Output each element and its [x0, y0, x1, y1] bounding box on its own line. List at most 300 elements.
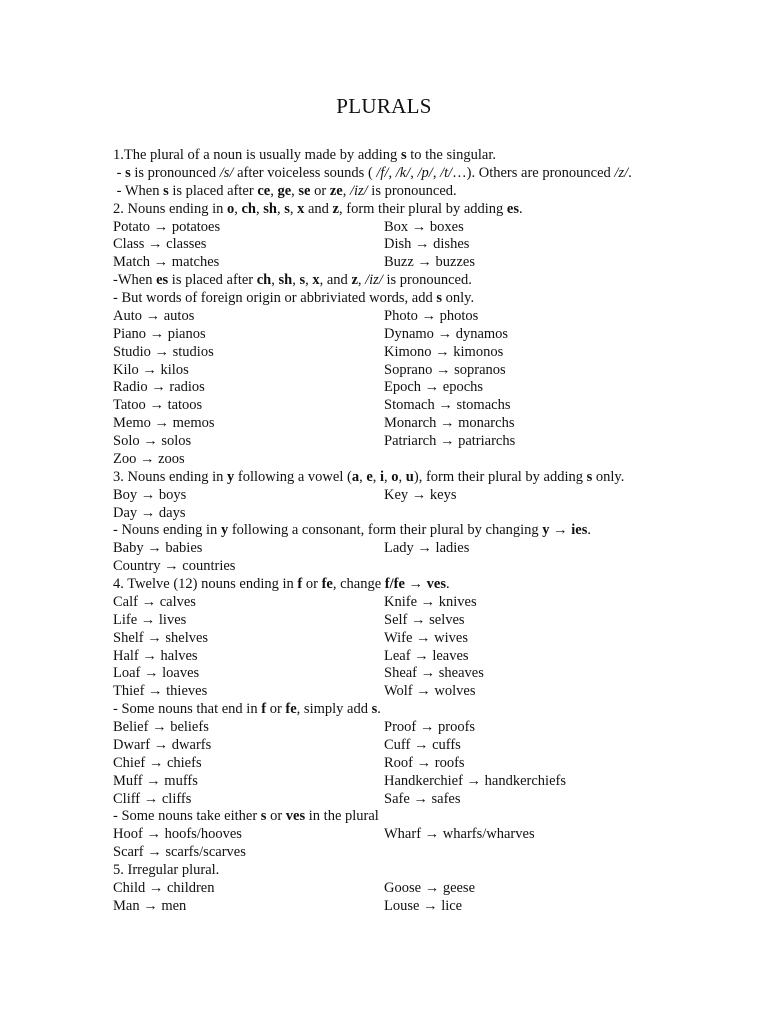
example-row	[113, 737, 723, 755]
singular-word: Solo	[113, 433, 140, 449]
plural-word: photos	[439, 307, 479, 324]
singular-word: Calf	[113, 593, 138, 610]
plural-pair	[384, 630, 468, 646]
example-row	[113, 505, 723, 523]
singular-word: Match	[113, 254, 151, 271]
plural-pair	[113, 219, 220, 235]
plural-word: sopranos	[454, 361, 506, 378]
text-line: 2. Nouns ending in o, ch, sh, s, x and z, form their plural by adding es.	[113, 200, 523, 217]
plural-word: beliefs	[170, 719, 209, 735]
plural-pair	[384, 415, 514, 431]
plural-pair	[113, 308, 194, 324]
example-right-column	[384, 397, 510, 415]
text-line: - But words of foreign origin or abbriviated words, add s only.	[113, 290, 475, 306]
arrow-icon: →	[143, 540, 166, 557]
example-row	[113, 683, 723, 701]
plural-word: tatoos	[167, 397, 203, 414]
singular-word: Knife	[384, 593, 418, 610]
plural-pair	[384, 379, 483, 395]
example-right-column	[384, 433, 515, 451]
example-right-column	[384, 594, 477, 612]
example-row	[113, 362, 723, 380]
example-row	[113, 648, 723, 666]
singular-word: Muff	[113, 772, 143, 789]
plural-word: scarfs/scarves	[165, 844, 246, 861]
singular-word: Child	[113, 879, 146, 896]
singular-word: Wharf	[384, 826, 422, 843]
plural-word: dishes	[433, 236, 470, 253]
plural-pair	[384, 719, 475, 735]
arrow-icon: →	[421, 379, 443, 396]
plural-word: autos	[163, 307, 195, 324]
plural-pair	[384, 397, 510, 413]
plural-pair	[113, 719, 209, 735]
arrow-icon: →	[421, 826, 443, 843]
arrow-icon: →	[410, 736, 433, 753]
plural-word: loaves	[162, 665, 200, 682]
arrow-icon: →	[143, 629, 166, 646]
plural-word: studios	[172, 343, 214, 360]
plural-word: zoos	[158, 450, 185, 467]
example-right-column	[384, 719, 475, 737]
plural-word: solos	[161, 433, 192, 449]
plural-pair	[384, 665, 484, 681]
plural-pair	[113, 773, 198, 789]
plural-word: men	[161, 897, 187, 914]
plural-word: keys	[429, 486, 457, 503]
example-right-column	[384, 630, 468, 648]
plural-word: kimonos	[453, 343, 504, 360]
page-title: PLURALS	[336, 94, 432, 118]
singular-word: Auto	[113, 307, 142, 324]
arrow-icon: →	[137, 611, 159, 628]
plural-pair	[384, 737, 461, 753]
text-line: - Some nouns that end in f or fe, simply add s.	[113, 701, 381, 718]
plural-pair	[384, 219, 464, 235]
arrow-icon: →	[145, 754, 167, 771]
example-right-column	[384, 379, 483, 397]
arrow-icon: →	[150, 218, 172, 235]
example-right-column	[384, 308, 478, 326]
plural-pair	[384, 612, 465, 628]
singular-word: Life	[113, 611, 138, 628]
singular-word: Dish	[384, 236, 412, 253]
arrow-icon: →	[146, 325, 168, 342]
example-right-column	[384, 236, 469, 254]
arrow-icon: →	[147, 379, 170, 396]
singular-word: Buzz	[384, 254, 414, 271]
example-row	[113, 451, 723, 469]
singular-word: Belief	[113, 719, 149, 735]
arrow-icon: →	[431, 343, 454, 360]
example-row	[113, 594, 723, 612]
singular-word: Stomach	[384, 397, 435, 414]
plural-word: hoofs/hooves	[164, 826, 242, 843]
plural-word: roofs	[434, 754, 465, 771]
plural-word: lice	[441, 897, 463, 914]
plural-pair	[384, 791, 461, 807]
singular-word: Handkerchief	[384, 772, 463, 789]
plural-word: cliffs	[161, 790, 192, 807]
arrow-icon: →	[436, 415, 459, 432]
plural-pair	[384, 487, 457, 503]
singular-word: Studio	[113, 343, 151, 360]
singular-word: Epoch	[384, 379, 422, 396]
example-right-column	[384, 898, 462, 916]
example-row	[113, 397, 723, 415]
singular-word: Cliff	[113, 790, 141, 807]
example-row	[113, 487, 723, 505]
arrow-icon: →	[412, 683, 435, 700]
singular-word: Tatoo	[113, 397, 146, 414]
arrow-icon: →	[409, 790, 432, 807]
plural-pair	[113, 791, 191, 807]
arrow-icon: →	[413, 254, 436, 271]
plural-word: knives	[438, 593, 477, 610]
singular-word: Safe	[384, 790, 410, 807]
example-row	[113, 612, 723, 630]
plural-pair	[113, 648, 198, 664]
text-line: - When s is placed after ce, ge, se or ze, /iz/ is pronounced.	[113, 182, 457, 199]
plural-word: potatoes	[171, 218, 221, 235]
singular-word: Shelf	[113, 629, 144, 646]
text-line: 1.The plural of a noun is usually made by adding s to the singular.	[113, 147, 497, 163]
plural-pair	[113, 487, 186, 503]
plural-pair	[113, 683, 207, 699]
plural-word: safes	[431, 790, 461, 807]
example-right-column	[384, 665, 484, 683]
singular-word: Key	[384, 486, 409, 503]
plural-word: lives	[158, 611, 187, 628]
plural-word: stomachs	[456, 397, 511, 414]
plural-word: monarchs	[458, 415, 515, 432]
plural-word: dwarfs	[171, 736, 212, 753]
singular-word: Self	[384, 611, 408, 628]
singular-word: Baby	[113, 540, 144, 557]
document-body	[113, 147, 723, 916]
arrow-icon: →	[417, 307, 440, 324]
plural-pair	[113, 451, 185, 467]
example-row	[113, 665, 723, 683]
example-right-column	[384, 737, 461, 755]
example-right-column	[384, 344, 503, 362]
example-right-column	[384, 648, 469, 666]
arrow-icon: →	[413, 754, 435, 771]
example-row	[113, 719, 723, 737]
plural-pair	[113, 558, 235, 574]
plural-pair	[384, 308, 478, 324]
plural-pair	[113, 397, 202, 413]
plural-word: leaves	[432, 647, 469, 664]
plural-word: chiefs	[166, 754, 202, 771]
plural-word: classes	[166, 236, 207, 253]
plural-word: kilos	[160, 361, 189, 378]
example-right-column	[384, 362, 506, 380]
arrow-icon: →	[160, 558, 183, 575]
arrow-icon: →	[137, 504, 159, 521]
arrow-icon: →	[145, 397, 168, 414]
singular-word: Dwarf	[113, 736, 151, 753]
singular-word: Radio	[113, 379, 148, 396]
singular-word: Chief	[113, 754, 146, 771]
arrow-icon: →	[417, 593, 439, 610]
example-right-column	[384, 254, 475, 272]
plural-word: days	[158, 504, 186, 521]
arrow-icon: →	[410, 647, 433, 664]
plural-word: radios	[169, 379, 205, 396]
plural-pair	[113, 612, 186, 628]
plural-pair	[113, 665, 199, 681]
text-line: - Nouns ending in y following a consonant, form their plural by changing y → ies.	[113, 522, 592, 539]
plural-pair	[113, 540, 202, 556]
arrow-icon: →	[138, 361, 161, 378]
arrow-icon: →	[139, 897, 162, 914]
plural-pair	[384, 755, 465, 771]
arrow-icon: →	[148, 719, 171, 735]
plural-word: matches	[171, 254, 220, 271]
example-right-column	[384, 326, 508, 344]
example-row	[113, 630, 723, 648]
arrow-icon: →	[140, 790, 162, 807]
example-row	[113, 433, 723, 451]
arrow-icon: →	[142, 772, 165, 789]
singular-word: Scarf	[113, 844, 144, 861]
singular-word: Patriarch	[384, 433, 437, 449]
plural-pair	[113, 844, 246, 860]
singular-word: Box	[384, 218, 409, 235]
example-row	[113, 791, 723, 809]
arrow-icon: →	[432, 361, 455, 378]
singular-word: Country	[113, 558, 161, 575]
plural-pair	[384, 880, 475, 896]
plural-pair	[113, 898, 186, 914]
plural-pair	[113, 594, 196, 610]
arrow-icon: →	[150, 736, 172, 753]
plural-pair	[113, 362, 189, 378]
plural-word: countries	[182, 558, 236, 575]
singular-word: Sheaf	[384, 665, 418, 682]
example-right-column	[384, 755, 465, 773]
singular-word: Proof	[384, 719, 417, 735]
singular-word: Kilo	[113, 361, 139, 378]
plural-pair	[113, 755, 202, 771]
example-row	[113, 540, 723, 558]
example-row	[113, 415, 723, 433]
plural-word: babies	[165, 540, 203, 557]
singular-word: Class	[113, 236, 145, 253]
plural-word: geese	[442, 879, 476, 896]
example-row	[113, 308, 723, 326]
plural-pair	[113, 344, 214, 360]
arrow-icon: →	[138, 647, 161, 664]
example-row	[113, 880, 723, 898]
singular-word: Wife	[384, 629, 413, 646]
singular-word: Photo	[384, 307, 418, 324]
example-row	[113, 219, 723, 237]
singular-word: Cuff	[384, 736, 411, 753]
example-row	[113, 826, 723, 844]
plural-pair	[384, 254, 475, 270]
singular-word: Boy	[113, 486, 138, 503]
plural-pair	[113, 254, 219, 270]
plural-pair	[384, 433, 515, 449]
plural-pair	[384, 236, 469, 252]
arrow-icon: →	[417, 665, 439, 682]
plural-word: ladies	[435, 540, 470, 557]
plural-pair	[113, 737, 211, 753]
example-right-column	[384, 487, 457, 505]
plural-pair	[384, 683, 475, 699]
arrow-icon: →	[411, 236, 434, 253]
text-line: - Some nouns take either s or ves in the plural	[113, 808, 379, 825]
arrow-icon: →	[462, 772, 485, 789]
example-right-column	[384, 219, 464, 237]
plural-word: memos	[172, 415, 215, 432]
singular-word: Wolf	[384, 683, 413, 700]
singular-word: Roof	[384, 754, 413, 771]
plural-word: thieves	[166, 683, 208, 700]
arrow-icon: →	[137, 486, 159, 503]
singular-word: Dynamo	[384, 325, 434, 342]
example-row	[113, 898, 723, 916]
singular-word: Potato	[113, 218, 151, 235]
arrow-icon: →	[144, 683, 167, 700]
plural-pair	[113, 630, 208, 646]
plural-word: cuffs	[432, 736, 461, 753]
plural-pair	[113, 880, 215, 896]
arrow-icon: →	[416, 719, 438, 735]
plural-pair	[113, 326, 206, 342]
plural-word: dynamos	[455, 325, 509, 342]
arrow-icon: →	[150, 415, 173, 432]
arrow-icon: →	[434, 397, 457, 414]
plural-word: epochs	[442, 379, 484, 396]
arrow-icon: →	[145, 879, 167, 896]
singular-word: Lady	[384, 540, 414, 557]
example-right-column	[384, 683, 475, 701]
example-row	[113, 558, 723, 576]
example-row	[113, 844, 723, 862]
example-row	[113, 773, 723, 791]
plural-word: patriarchs	[458, 433, 516, 449]
plural-pair	[384, 540, 469, 556]
singular-word: Monarch	[384, 415, 437, 432]
arrow-icon: →	[136, 450, 159, 467]
singular-word: Hoof	[113, 826, 143, 843]
arrow-icon: →	[436, 433, 459, 449]
arrow-icon: →	[413, 540, 436, 557]
plural-word: children	[166, 879, 215, 896]
plural-pair	[113, 415, 215, 431]
plural-pair	[384, 344, 503, 360]
arrow-icon: →	[408, 486, 430, 503]
arrow-icon: →	[137, 593, 160, 610]
arrow-icon: →	[421, 879, 443, 896]
plural-word: pianos	[167, 325, 206, 342]
arrow-icon: →	[144, 236, 167, 253]
example-row	[113, 254, 723, 272]
arrow-icon: →	[139, 433, 162, 449]
plural-pair	[113, 505, 186, 521]
singular-word: Goose	[384, 879, 422, 896]
singular-word: Louse	[384, 897, 420, 914]
arrow-icon: →	[433, 325, 456, 342]
arrow-icon: →	[150, 254, 172, 271]
example-right-column	[384, 540, 469, 558]
example-row	[113, 326, 723, 344]
example-right-column	[384, 791, 461, 809]
singular-word: Day	[113, 504, 138, 521]
singular-word: Kimono	[384, 343, 432, 360]
example-row	[113, 755, 723, 773]
example-row	[113, 379, 723, 397]
plural-pair	[113, 379, 205, 395]
singular-word: Piano	[113, 325, 147, 342]
plural-pair	[384, 898, 462, 914]
plural-word: buzzes	[435, 254, 475, 271]
arrow-icon: →	[407, 611, 430, 628]
plural-word: handkerchiefs	[484, 772, 566, 789]
singular-word: Man	[113, 897, 140, 914]
arrow-icon: →	[150, 343, 173, 360]
singular-word: Thief	[113, 683, 145, 700]
plural-pair	[384, 362, 506, 378]
plural-pair	[113, 433, 191, 449]
example-right-column	[384, 826, 535, 844]
example-right-column	[384, 612, 465, 630]
plural-word: wolves	[434, 683, 476, 700]
text-line: - s is pronounced /s/ after voiceless sounds ( /f/, /k/, /p/, /t/…). Others are pronounced /z/.	[113, 164, 632, 181]
plural-word: wharfs/wharves	[442, 826, 535, 843]
example-right-column	[384, 415, 514, 433]
example-row	[113, 236, 723, 254]
plural-pair	[113, 826, 242, 842]
plural-word: proofs	[437, 719, 476, 735]
text-line: 5. Irregular plural.	[113, 862, 220, 878]
arrow-icon: →	[408, 218, 430, 235]
singular-word: Leaf	[384, 647, 411, 664]
text-line: -When es is placed after ch, sh, s, x, and z, /iz/ is pronounced.	[113, 272, 472, 289]
plural-word: sheaves	[438, 665, 484, 682]
singular-word: Memo	[113, 415, 151, 432]
arrow-icon: →	[142, 307, 164, 324]
singular-word: Zoo	[113, 450, 137, 467]
plural-word: selves	[429, 611, 465, 628]
plural-word: boys	[158, 486, 187, 503]
example-right-column	[384, 880, 475, 898]
arrow-icon: →	[419, 897, 442, 914]
text-line: 3. Nouns ending in y following a vowel (a, e, i, o, u), form their plural by adding s only.	[113, 468, 625, 485]
plural-pair	[384, 826, 535, 842]
singular-word: Half	[113, 647, 139, 664]
plural-pair	[384, 773, 566, 789]
plural-pair	[384, 648, 469, 664]
plural-word: wives	[434, 629, 468, 646]
example-row	[113, 344, 723, 362]
plural-word: calves	[159, 593, 196, 610]
singular-word: Soprano	[384, 361, 433, 378]
plural-pair	[384, 326, 508, 342]
plural-word: muffs	[164, 772, 198, 789]
plural-word: boxes	[429, 218, 464, 235]
arrow-icon: →	[140, 665, 163, 682]
text-line: 4. Twelve (12) nouns ending in f or fe, change f/fe → ves.	[113, 576, 450, 592]
plural-word: halves	[160, 647, 198, 664]
arrow-icon: →	[142, 826, 165, 843]
arrow-icon: →	[412, 629, 435, 646]
singular-word: Loaf	[113, 665, 141, 682]
example-right-column	[384, 773, 566, 791]
